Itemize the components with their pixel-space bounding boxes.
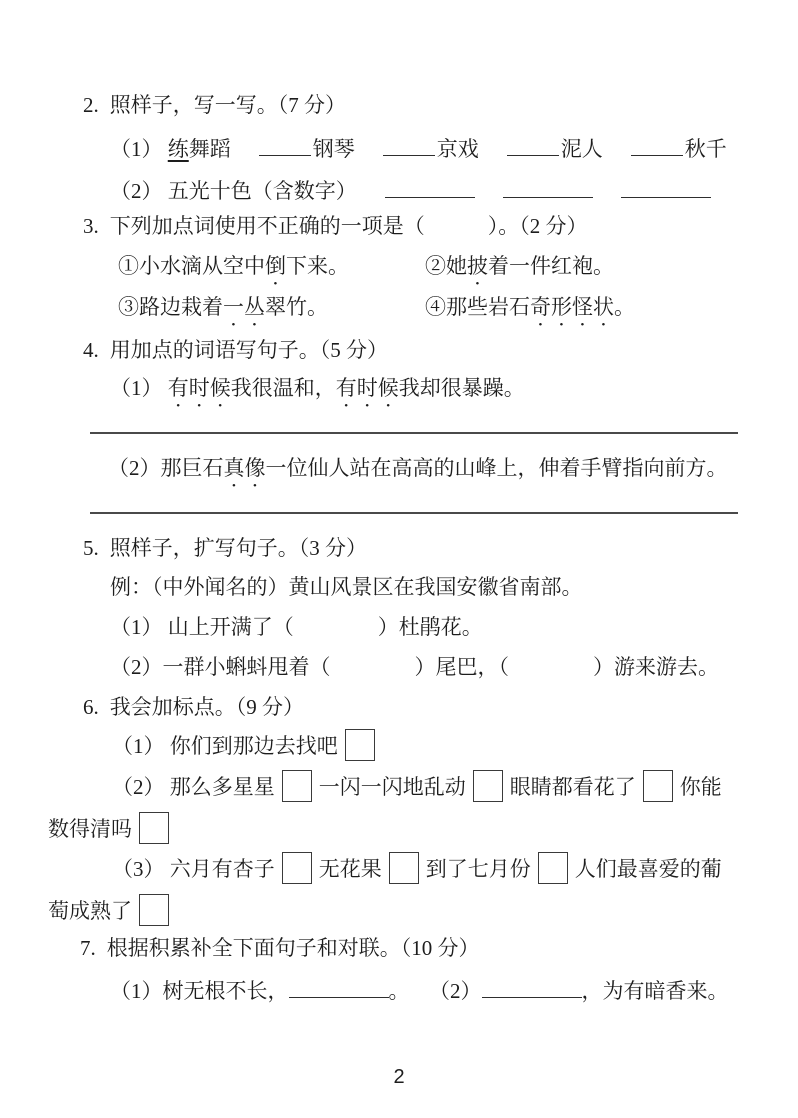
q6-item-1: [112, 729, 382, 761]
q2-item-2: [110, 175, 711, 205]
option-text: 。: [614, 295, 635, 319]
sentence-text: （2）那巨石: [108, 456, 224, 480]
question-title: 我会加标点。（9 分）: [109, 695, 304, 719]
question-number: 2.: [83, 93, 99, 117]
option-4: [425, 295, 635, 319]
sentence-text: 人们最喜爱的葡: [574, 857, 722, 881]
q4-item-1: [110, 374, 525, 412]
q5-item-1: （1） 山上开满了（ ）杜鹃花。: [110, 615, 483, 639]
dotted-word: 披: [467, 254, 488, 278]
option-text: 下来。: [286, 254, 349, 278]
question-number: 3.: [83, 214, 99, 238]
option-text: 翠竹。: [265, 295, 328, 319]
sentence-text: 无花果: [318, 857, 382, 881]
option-text: ①小水滴从空中: [118, 254, 265, 278]
question-3-header: [83, 212, 588, 240]
question-title: 照样子，扩写句子。（3 分）: [109, 536, 367, 560]
question-5-header: [83, 534, 367, 562]
dotted-word: 一丛: [223, 295, 265, 319]
sentence-text: 我很温和，: [230, 376, 336, 400]
blank-line: [385, 175, 475, 198]
q7-items: [110, 975, 729, 1005]
word: 钢琴: [312, 137, 355, 161]
blank-line: [507, 133, 559, 156]
blank-line: [289, 975, 389, 998]
dotted-word: 真像: [223, 456, 266, 480]
blank-line: [631, 133, 683, 156]
blank-line: [482, 975, 582, 998]
sentence-text: 我却很暴躁。: [398, 376, 525, 400]
punctuation-box: [473, 770, 503, 802]
q5-example: 例：（中外闻名的）黄山风景区在我国安徽省南部。: [110, 575, 583, 599]
question-number: 6.: [83, 695, 99, 719]
sentence-text: 数得清吗: [48, 817, 132, 841]
item-number: （2）: [439, 979, 482, 1003]
question-4-header: [83, 336, 388, 364]
punctuation-box: [538, 852, 568, 884]
question-number: 4.: [83, 338, 99, 362]
option-2: [425, 254, 614, 278]
question-title: 下列加点词使用不正确的一项是（ ）。（2 分）: [109, 214, 588, 238]
dotted-word: 有时候: [335, 376, 399, 400]
q6-item-3-continuation: [48, 894, 176, 926]
answer-line: [90, 432, 738, 434]
sentence-text: 一位仙人站在高高的山峰上，伸着手臂指向前方。: [265, 456, 728, 480]
option-text: 着一件红袍。: [488, 254, 614, 278]
q2-item-1: [110, 133, 727, 163]
item-label: （2） 五光十色（含数字）: [110, 179, 357, 203]
q5-item-2: （2）一群小蝌蚪甩着（ ）尾巴，（ ）游来游去。: [110, 655, 719, 679]
punctuation-box: [389, 852, 419, 884]
punctuation-box: [345, 729, 375, 761]
sentence-text: （1）树无根不长，: [110, 979, 289, 1003]
sentence-text: 你能: [679, 775, 722, 799]
dotted-word: 倒: [265, 254, 286, 278]
q6-item-2: [112, 770, 722, 802]
option-text: ④那些岩石: [425, 295, 530, 319]
underlined-example-word: 练: [167, 137, 189, 161]
sentence-text: 眼睛都看花了: [509, 775, 636, 799]
word: 泥人: [560, 137, 603, 161]
q6-item-2-continuation: [48, 812, 176, 844]
q6-item-3: [112, 852, 722, 884]
blank-line: [383, 133, 435, 156]
word: 京戏: [436, 137, 479, 161]
option-3: [118, 293, 425, 331]
punctuation-box: [139, 894, 169, 926]
sentence-text: ，为有暗香来。: [581, 979, 729, 1003]
blank-line: [503, 175, 593, 198]
punctuation-box: [282, 852, 312, 884]
blank-line: [259, 133, 311, 156]
question-6-header: [83, 693, 304, 721]
sentence-text: （3） 六月有杏子: [112, 857, 275, 881]
q4-item-2: [108, 454, 728, 492]
option-1: [118, 252, 425, 290]
question-2-header: [83, 91, 346, 119]
sentence-text: 。: [388, 979, 410, 1003]
punctuation-box: [282, 770, 312, 802]
question-title: 照样子，写一写。（7 分）: [109, 93, 346, 117]
item-number: （1）: [110, 376, 168, 400]
question-7-header: [80, 934, 480, 962]
blank-line: [621, 175, 711, 198]
example-word-rest: 舞蹈: [188, 137, 231, 161]
sentence-text: （2） 那么多星星: [112, 775, 275, 799]
answer-line: [90, 512, 738, 514]
sentence-text: 到了七月份: [425, 857, 531, 881]
punctuation-box: [643, 770, 673, 802]
sentence-text: （1） 你们到那边去找吧: [112, 734, 338, 758]
question-title: 根据积累补全下面句子和对联。（10 分）: [106, 936, 480, 960]
word: 秋千: [684, 137, 727, 161]
option-text: ②她: [425, 254, 467, 278]
dotted-word: 奇形怪状: [530, 295, 614, 319]
sentence-text: 一闪一闪地乱动: [318, 775, 466, 799]
page-number: 2: [393, 1066, 405, 1088]
question-title: 用加点的词语写句子。（5 分）: [109, 338, 388, 362]
question-number: 5.: [83, 536, 99, 560]
sentence-text: 萄成熟了: [48, 899, 132, 923]
q3-options-row-1: [118, 252, 614, 290]
option-text: ③路边栽着: [118, 295, 223, 319]
question-number: 7.: [80, 936, 96, 960]
dotted-word: 有时候: [167, 376, 231, 400]
punctuation-box: [139, 812, 169, 844]
item-number: （1）: [110, 137, 168, 161]
q3-options-row-2: [118, 293, 635, 331]
